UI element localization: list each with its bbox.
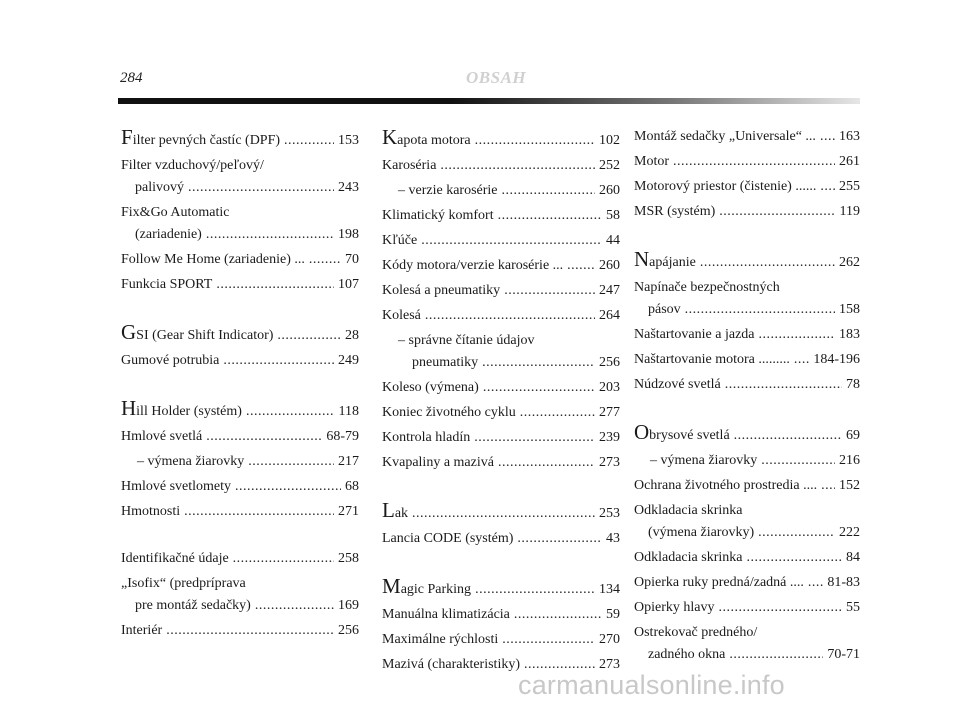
entry-page: 69 <box>846 428 860 443</box>
entry-label: Kvapaliny a mazivá <box>382 455 494 470</box>
entry-page: 273 <box>599 455 620 470</box>
entry-label: Funkcia SPORT <box>121 277 213 292</box>
index-entry <box>121 620 359 642</box>
leader-dots <box>700 250 835 276</box>
entry-row <box>121 451 359 473</box>
index-entry <box>121 548 359 570</box>
leader-dots <box>277 323 341 349</box>
entry-row <box>121 426 359 448</box>
entry-row <box>382 155 620 177</box>
index-entry <box>382 155 620 177</box>
entry-label: MSR (systém) <box>634 204 716 219</box>
leader-dots <box>475 128 595 154</box>
entry-page: 216 <box>839 453 860 468</box>
entry-page: 258 <box>338 551 359 566</box>
entry-page: 84 <box>846 550 860 565</box>
entry-label: Klimatický komfort <box>382 208 494 223</box>
entry-label <box>382 126 471 154</box>
leader-dots <box>502 629 595 651</box>
entry-page: 252 <box>599 158 620 173</box>
entry-label-line: Fix&Go Automatic <box>121 205 230 220</box>
leader-dots <box>309 249 341 271</box>
section-gap <box>634 399 860 421</box>
entry-page: 260 <box>599 183 620 198</box>
entry-label: pneumatiky <box>412 355 479 370</box>
entry-row <box>634 475 860 497</box>
entry-page: 239 <box>599 430 620 445</box>
leader-dots <box>820 126 835 148</box>
entry-label-line: Odkladacia skrinka <box>634 503 743 518</box>
leader-dots <box>567 255 595 277</box>
index-column-2 <box>382 126 620 679</box>
entry-page: 43 <box>606 531 620 546</box>
entry-row <box>634 374 860 396</box>
index-entry <box>121 126 359 152</box>
entry-initial: O <box>634 420 650 444</box>
entry-label: pásov <box>648 302 681 317</box>
entry-label: – výmena žiarovky <box>650 453 758 468</box>
entry-row <box>121 177 359 199</box>
section-title: OBSAH <box>466 68 527 87</box>
entry-initial: L <box>382 498 395 522</box>
leader-dots <box>759 324 836 346</box>
entry-page: 264 <box>599 308 620 323</box>
entry-initial: H <box>121 396 137 420</box>
index-entry <box>121 202 359 246</box>
entry-page: 261 <box>839 154 860 169</box>
entry-label-rest: apota motora <box>397 133 471 148</box>
section-gap <box>634 226 860 248</box>
index-entry <box>382 528 620 550</box>
entry-initial: M <box>382 574 401 598</box>
entry-label: Opierka ruky predná/zadná .... <box>634 575 804 590</box>
index-entry <box>634 151 860 173</box>
index-entry <box>634 572 860 594</box>
entry-row <box>634 597 860 619</box>
entry-label: Motor <box>634 154 669 169</box>
entry-page: 55 <box>846 600 860 615</box>
entry-label: Kľúče <box>382 233 418 248</box>
index-entry <box>634 622 860 666</box>
entry-page: 198 <box>338 227 359 242</box>
entry-row <box>382 126 620 152</box>
entry-label-rest: SI (Gear Shift Indicator) <box>136 328 274 343</box>
leader-dots <box>729 644 823 666</box>
entry-row <box>121 224 359 246</box>
entry-label: Follow Me Home (zariadenie) ... <box>121 252 305 267</box>
entry-page: 271 <box>338 504 359 519</box>
entry-page: 70-71 <box>827 647 860 662</box>
index-entry <box>634 324 860 346</box>
index-entry <box>382 402 620 424</box>
entry-page: 203 <box>599 380 620 395</box>
index-entry <box>121 274 359 296</box>
index-entry <box>382 126 620 152</box>
entry-label: Gumové potrubia <box>121 353 220 368</box>
entry-label-rest: agic Parking <box>400 582 472 597</box>
entry-row <box>382 230 620 252</box>
entry-page: 68-79 <box>326 429 359 444</box>
entry-page: 270 <box>599 632 620 647</box>
leader-dots <box>808 572 823 594</box>
entry-row <box>121 350 359 372</box>
index-entry <box>634 349 860 371</box>
entry-page: 169 <box>338 598 359 613</box>
entry-row <box>634 522 860 544</box>
entry-label: Kódy motora/verzie karosérie ... <box>382 258 564 273</box>
index-entry <box>382 452 620 474</box>
entry-initial: K <box>382 125 398 149</box>
leader-dots <box>483 377 595 399</box>
entry-label: Koniec životného cyklu <box>382 405 516 420</box>
entry-row <box>382 205 620 227</box>
entry-label: palivový <box>135 180 184 195</box>
leader-dots <box>498 205 602 227</box>
entry-initial: G <box>121 320 137 344</box>
index-entry <box>121 476 359 498</box>
index-entry <box>634 597 860 619</box>
entry-row <box>382 528 620 550</box>
entry-row <box>634 126 860 148</box>
entry-page: 68 <box>345 479 359 494</box>
leader-dots <box>504 280 595 302</box>
leader-dots <box>673 151 835 173</box>
entry-label-line: Ostrekovač predného/ <box>634 625 758 640</box>
entry-page: 70 <box>345 252 359 267</box>
entry-row <box>634 547 860 569</box>
entry-label: Odkladacia skrinka <box>634 550 743 565</box>
entry-label: Núdzové svetlá <box>634 377 721 392</box>
entry-page: 256 <box>599 355 620 370</box>
leader-dots <box>440 155 595 177</box>
entry-label: Kontrola hladín <box>382 430 471 445</box>
leader-dots <box>474 427 595 449</box>
entry-label: Interiér <box>121 623 163 638</box>
entry-page: 58 <box>606 208 620 223</box>
index-entry <box>382 499 620 525</box>
index-entry <box>634 201 860 223</box>
entry-label <box>382 575 471 603</box>
entry-row <box>634 176 860 198</box>
entry-row <box>382 629 620 651</box>
entry-row <box>382 305 620 327</box>
leader-dots <box>246 399 335 425</box>
index-entry <box>634 547 860 569</box>
entry-page: 28 <box>345 328 359 343</box>
entry-row <box>634 248 860 274</box>
leader-dots <box>425 305 595 327</box>
entry-label: Opierky hlavy <box>634 600 715 615</box>
entry-row <box>634 299 860 321</box>
leader-dots <box>820 176 835 198</box>
entry-label: Kolesá <box>382 308 421 323</box>
header-rule <box>118 98 860 104</box>
leader-dots <box>184 501 334 523</box>
entry-label-rest: apájanie <box>649 255 696 270</box>
entry-label: Koleso (výmena) <box>382 380 479 395</box>
leader-dots <box>482 352 595 374</box>
index-entry <box>634 277 860 321</box>
entry-row <box>121 249 359 271</box>
entry-row <box>634 324 860 346</box>
entry-row <box>634 644 860 666</box>
entry-label-line: „Isofix“ (predpríprava <box>121 576 246 591</box>
entry-page: 277 <box>599 405 620 420</box>
entry-row <box>121 595 359 617</box>
entry-label: (zariadenie) <box>135 227 202 242</box>
entry-label: pre montáž sedačky) <box>135 598 251 613</box>
entry-label: Naštartovanie a jazda <box>634 327 755 342</box>
index-entry <box>382 230 620 252</box>
index-entry <box>121 321 359 347</box>
leader-dots <box>794 349 809 371</box>
entry-label: Hmlové svetlá <box>121 429 203 444</box>
entry-page: 256 <box>338 623 359 638</box>
entry-page: 78 <box>846 377 860 392</box>
entry-row <box>121 476 359 498</box>
leader-dots <box>520 402 595 424</box>
entry-page: 118 <box>338 404 359 419</box>
leader-dots <box>719 201 835 223</box>
index-entry <box>382 305 620 327</box>
index-entry <box>634 126 860 148</box>
entry-row <box>634 349 860 371</box>
index-entry <box>382 629 620 651</box>
entry-row <box>382 352 620 374</box>
entry-label <box>634 421 730 449</box>
entry-label: Karoséria <box>382 158 437 173</box>
entry-row <box>634 572 860 594</box>
entry-label: Kolesá a pneumatiky <box>382 283 501 298</box>
entry-label: Identifikačné údaje <box>121 551 229 566</box>
entry-label-line: Napínače bezpečnostných <box>634 280 780 295</box>
index-entry <box>121 397 359 423</box>
entry-label: (výmena žiarovky) <box>648 525 755 540</box>
entry-label <box>121 397 242 425</box>
entry-row <box>121 397 359 423</box>
entry-label-rest: ak <box>394 506 409 521</box>
leader-dots <box>498 452 595 474</box>
entry-page: 163 <box>839 129 860 144</box>
entry-label-line: Filter vzduchový/peľový/ <box>121 158 264 173</box>
entry-row <box>121 321 359 347</box>
entry-row <box>121 501 359 523</box>
index-entry <box>121 155 359 199</box>
leader-dots <box>284 128 334 154</box>
leader-dots <box>821 475 835 497</box>
entry-row <box>634 421 860 447</box>
index-entry <box>382 604 620 626</box>
index-column-1 <box>121 126 359 645</box>
entry-page: 158 <box>839 302 860 317</box>
leader-dots <box>216 274 334 296</box>
index-entry <box>382 255 620 277</box>
entry-page: 44 <box>606 233 620 248</box>
index-entry <box>382 180 620 202</box>
entry-row <box>121 126 359 152</box>
entry-label: – výmena žiarovky <box>137 454 245 469</box>
entry-initial: F <box>121 125 133 149</box>
entry-page: 153 <box>338 133 359 148</box>
entry-page: 81-83 <box>827 575 860 590</box>
entry-page: 273 <box>599 657 620 672</box>
index-entry <box>634 500 860 544</box>
entry-row <box>382 499 620 525</box>
entry-label <box>121 321 273 349</box>
index-entry <box>382 427 620 449</box>
entry-row <box>121 620 359 642</box>
index-entry <box>634 475 860 497</box>
entry-label <box>382 499 408 527</box>
leader-dots <box>746 547 842 569</box>
entry-page: 260 <box>599 258 620 273</box>
index-entry <box>634 450 860 472</box>
entry-row <box>634 450 860 472</box>
index-entry <box>121 501 359 523</box>
entry-row <box>121 274 359 296</box>
entry-label: Montáž sedačky „Universale“ ... <box>634 129 816 144</box>
entry-row <box>121 548 359 570</box>
index-entry <box>634 374 860 396</box>
entry-label: zadného okna <box>648 647 726 662</box>
entry-row <box>382 452 620 474</box>
leader-dots <box>166 620 334 642</box>
index-entry <box>121 426 359 448</box>
leader-dots <box>502 180 596 202</box>
entry-page: 102 <box>599 133 620 148</box>
entry-label-rest: ilter pevných častíc (DPF) <box>132 133 281 148</box>
entry-label-line: – správne čítanie údajov <box>398 333 535 348</box>
entry-label: Motorový priestor (čistenie) ...... <box>634 179 817 194</box>
section-gap <box>382 553 620 575</box>
leader-dots <box>685 299 835 321</box>
page-number: 284 <box>120 70 143 86</box>
entry-page: 107 <box>338 277 359 292</box>
entry-label: Mazivá (charakteristiky) <box>382 657 520 672</box>
entry-label: Manuálna klimatizácia <box>382 607 510 622</box>
entry-row <box>634 201 860 223</box>
index-entry <box>382 330 620 374</box>
section-gap <box>121 375 359 397</box>
leader-dots <box>761 450 835 472</box>
index-entry <box>121 451 359 473</box>
entry-page: 59 <box>606 607 620 622</box>
index-entry <box>382 377 620 399</box>
index-entry <box>634 421 860 447</box>
entry-page: 119 <box>839 204 860 219</box>
leader-dots <box>517 528 602 550</box>
entry-label-rest: ill Holder (systém) <box>136 404 242 419</box>
entry-page: 255 <box>839 179 860 194</box>
entry-row <box>382 180 620 202</box>
entry-page: 152 <box>839 478 860 493</box>
section-gap <box>121 526 359 548</box>
entry-page: 253 <box>599 506 620 521</box>
leader-dots <box>421 230 602 252</box>
leader-dots <box>514 604 602 626</box>
entry-page: 184-196 <box>813 352 860 367</box>
leader-dots <box>725 374 842 396</box>
leader-dots <box>734 423 842 449</box>
index-entry <box>382 575 620 601</box>
watermark-text: carmanualsonline.info <box>518 670 785 700</box>
entry-initial: N <box>634 247 650 271</box>
entry-label: Hmotnosti <box>121 504 181 519</box>
entry-row <box>382 255 620 277</box>
leader-dots <box>223 350 334 372</box>
leader-dots <box>233 548 334 570</box>
leader-dots <box>206 426 322 448</box>
entry-page: 249 <box>338 353 359 368</box>
entry-label: Maximálne rýchlosti <box>382 632 499 647</box>
entry-page: 247 <box>599 283 620 298</box>
index-entry <box>382 280 620 302</box>
index-entry <box>634 176 860 198</box>
entry-label: – verzie karosérie <box>398 183 498 198</box>
entry-row <box>382 402 620 424</box>
entry-row <box>382 575 620 601</box>
entry-row <box>634 151 860 173</box>
index-entry <box>382 205 620 227</box>
leader-dots <box>235 476 341 498</box>
leader-dots <box>206 224 334 246</box>
index-column-3 <box>634 126 860 669</box>
leader-dots <box>412 501 595 527</box>
entry-label: Naštartovanie motora ......... <box>634 352 790 367</box>
entry-row <box>382 377 620 399</box>
entry-label: Hmlové svetlomety <box>121 479 232 494</box>
leader-dots <box>758 522 835 544</box>
section-gap <box>121 299 359 321</box>
leader-dots <box>718 597 842 619</box>
entry-page: 183 <box>839 327 860 342</box>
entry-page: 217 <box>338 454 359 469</box>
entry-label-rest: brysové svetlá <box>649 428 730 443</box>
entry-row <box>382 280 620 302</box>
leader-dots <box>188 177 334 199</box>
index-entry <box>121 249 359 271</box>
index-entry <box>634 248 860 274</box>
entry-page: 243 <box>338 180 359 195</box>
leader-dots <box>248 451 334 473</box>
entry-row <box>382 604 620 626</box>
entry-label <box>121 126 280 154</box>
entry-page: 222 <box>839 525 860 540</box>
entry-page: 262 <box>839 255 860 270</box>
entry-label: Ochrana životného prostredia .... <box>634 478 818 493</box>
index-entry <box>121 350 359 372</box>
entry-row <box>382 427 620 449</box>
entry-label: Lancia CODE (systém) <box>382 531 514 546</box>
section-gap <box>382 477 620 499</box>
index-entry <box>121 573 359 617</box>
entry-label <box>634 248 696 276</box>
entry-page: 134 <box>599 582 620 597</box>
leader-dots <box>255 595 334 617</box>
leader-dots <box>475 577 595 603</box>
